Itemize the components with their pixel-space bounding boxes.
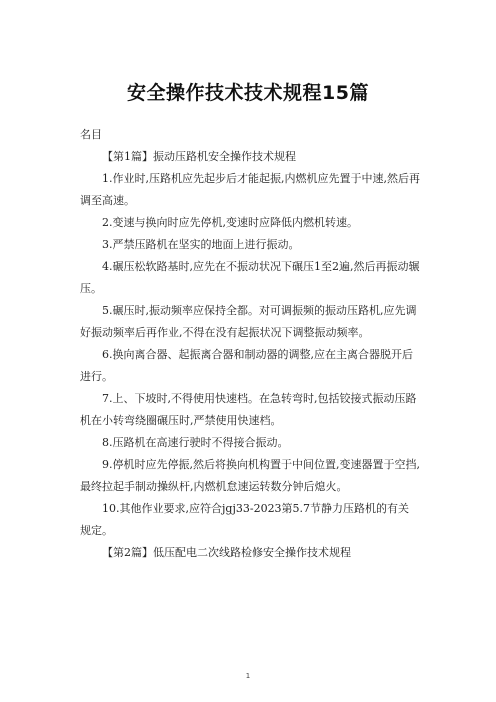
- paragraph-1: 1.作业时,压路机应先起步后才能起振,内燃机应先置于中速,然后再调至高速。: [80, 172, 420, 207]
- paragraph-3: 3.严禁压路机在坚实的地面上进行振动。: [102, 238, 300, 251]
- section-heading-2: 【第2篇】低压配电二次线路检修安全操作技术规程: [102, 546, 351, 559]
- paragraph-9: 9.停机时应先停振,然后将换向机构置于中间位置,变速器置于空挡,最终拉起手制动操纵杆,内燃机怠速运转数分钟后熄火。: [80, 458, 420, 493]
- document-title: 安全操作技术技术规程15篇: [127, 82, 369, 104]
- paragraph-10: 10.其他作业要求,应符合jgj33-2023第5.7节静力压路机的有关规定。: [80, 502, 410, 537]
- page-number: 1: [245, 672, 251, 680]
- paragraph-7: 7.上、下坡时,不得使用快速档。在急转弯时,包括铰接式振动压路机在小转弯绕圈碾压时,严禁使用快速档。: [80, 392, 417, 427]
- section-heading-1: 【第1篇】振动压路机安全操作技术规程: [102, 150, 296, 163]
- paragraph-8: 8.压路机在高速行驶时不得接合振动。: [102, 436, 289, 449]
- document-body: [80, 124, 420, 564]
- paragraph-4: 4.碾压松软路基时,应先在不振动状况下碾压1至2遍,然后再振动辗压。: [80, 260, 420, 295]
- paragraph-2: 2.变速与换向时应先停机,变速时应降低内燃机转速。: [102, 216, 358, 229]
- paragraph-6: 6.换向离合器、起振离合器和制动器的调整,应在主离合器脱开后进行。: [80, 348, 413, 383]
- toc-label: 名目: [80, 128, 102, 141]
- paragraph-5: 5.碾压时,振动频率应保持全都。对可调振频的振动压路机,应先调好振动频率后再作业,不得在没有起振状况下调整振动频率。: [80, 304, 417, 339]
